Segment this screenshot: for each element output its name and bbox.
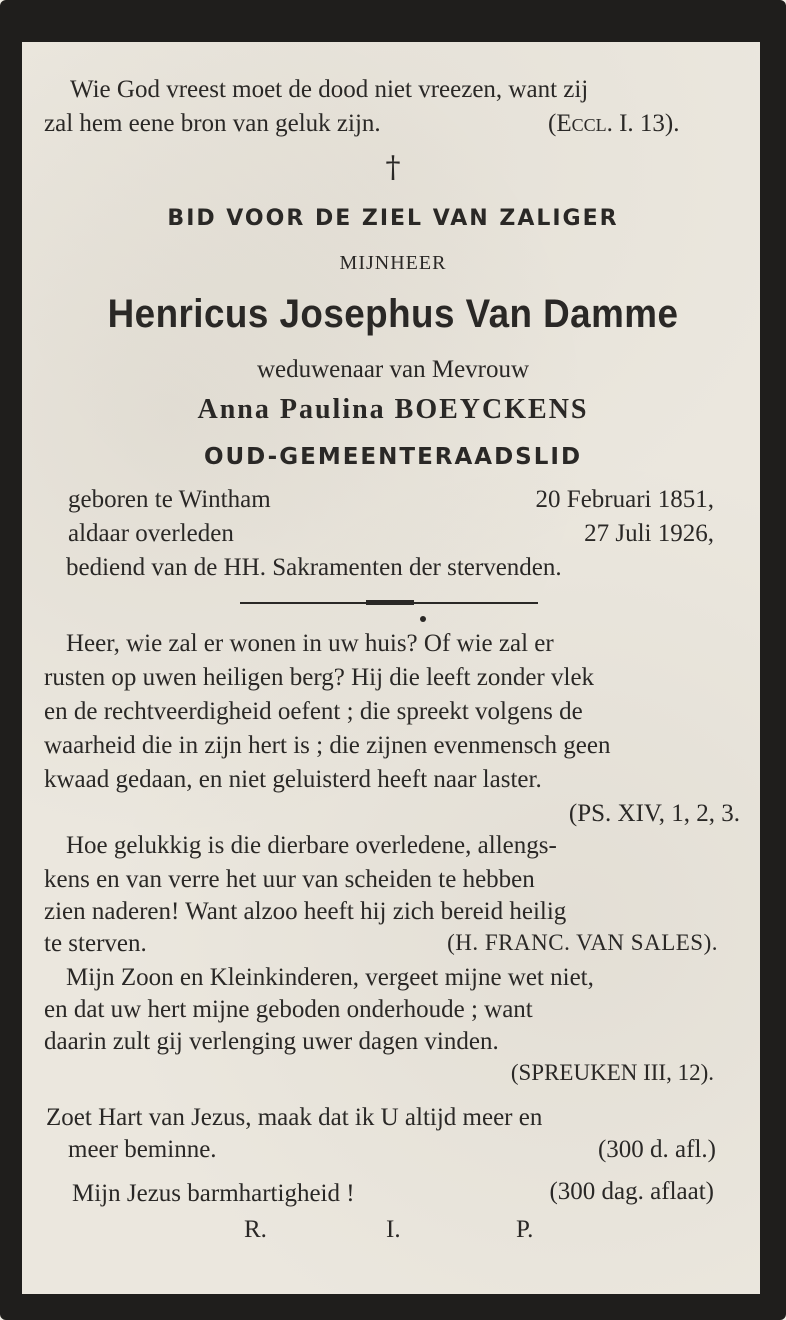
header-verse-line-1: Wie God vreest moet de dood niet vreezen, want zij <box>70 76 589 103</box>
psalm-line-3: en de rechtveerdigheid oefent ; die spreekt volgens de <box>44 698 583 725</box>
heading: BID VOOR DE ZIEL VAN ZALIGER <box>167 206 619 231</box>
divider-center-bar <box>366 600 414 605</box>
sales-last-line: te sterven. <box>44 930 147 957</box>
prayer2-indulgence: (300 dag. aflaat) <box>549 1178 714 1205</box>
widower-of: weduwenaar van Mevrouw <box>256 356 530 383</box>
died-date: 27 Juli 1926, <box>584 520 714 547</box>
born-label: geboren te Wintham <box>68 486 271 513</box>
proverbs-line-1: Mijn Zoon en Kleinkinderen, vergeet mijne wet niet, <box>66 964 594 991</box>
prayer2-text: Mijn Jezus barmhartigheid ! <box>72 1180 355 1207</box>
died-label: aldaar overleden <box>68 520 234 547</box>
sales-ref: (H. FRANC. VAN SALES). <box>447 930 718 955</box>
cross-icon: † <box>385 150 401 185</box>
psalm-line-1: Heer, wie zal er wonen in uw huis? Of wie zal er <box>66 630 554 657</box>
rip-i: I. <box>386 1216 401 1243</box>
prayer1-line-1: Zoet Hart van Jezus, maak dat ik U altijd meer en <box>46 1104 543 1131</box>
proverbs-line-2: en dat uw hert mijne geboden onderhoude ; want <box>44 996 533 1023</box>
psalm-line-4: waarheid die in zijn hert is ; die zijnen evenmensch geen <box>44 732 611 759</box>
header-verse-ref: (Eccl. I. 13). <box>548 110 680 137</box>
sacraments: bediend van de HH. Sakramenten der stervenden. <box>66 554 562 581</box>
psalm-ref: (PS. XIV, 1, 2, 3. <box>568 800 740 827</box>
proverbs-ref: (SPREUKEN III, 12). <box>510 1060 714 1085</box>
honorific: MIJNHEER <box>339 252 447 274</box>
sales-line-3: zien naderen! Want alzoo heeft hij zich bereid heilig <box>44 898 567 925</box>
sales-line-2: kens en van verre het uur van scheiden te hebben <box>44 866 535 893</box>
psalm-line-2: rusten op uwen heiligen berg? Hij die leeft zonder vlek <box>44 664 595 691</box>
prayer1-line-2: meer beminne. <box>68 1136 217 1163</box>
psalm-line-5: kwaad gedaan, en niet geluisterd heeft naar laster. <box>44 766 542 793</box>
proverbs-line-3: daarin zult gij verlenging uwer dagen vinden. <box>44 1028 499 1055</box>
header-verse-line-2: zal hem eene bron van geluk zijn. <box>44 110 381 137</box>
rip-r: R. <box>244 1216 267 1243</box>
rip-p: P. <box>516 1216 534 1243</box>
deceased-name: Henricus Josephus Van Damme <box>107 292 679 336</box>
born-date: 20 Februari 1851, <box>535 486 714 513</box>
wife-name: Anna Paulina BOEYCKENS <box>197 394 589 425</box>
divider-dot <box>420 616 426 622</box>
prayer1-indulgence: (300 d. afl.) <box>597 1136 716 1163</box>
title-councillor: OUD-GEMEENTERAADSLID <box>203 444 583 470</box>
sales-line-1: Hoe gelukkig is die dierbare overledene, allengs- <box>66 832 557 859</box>
